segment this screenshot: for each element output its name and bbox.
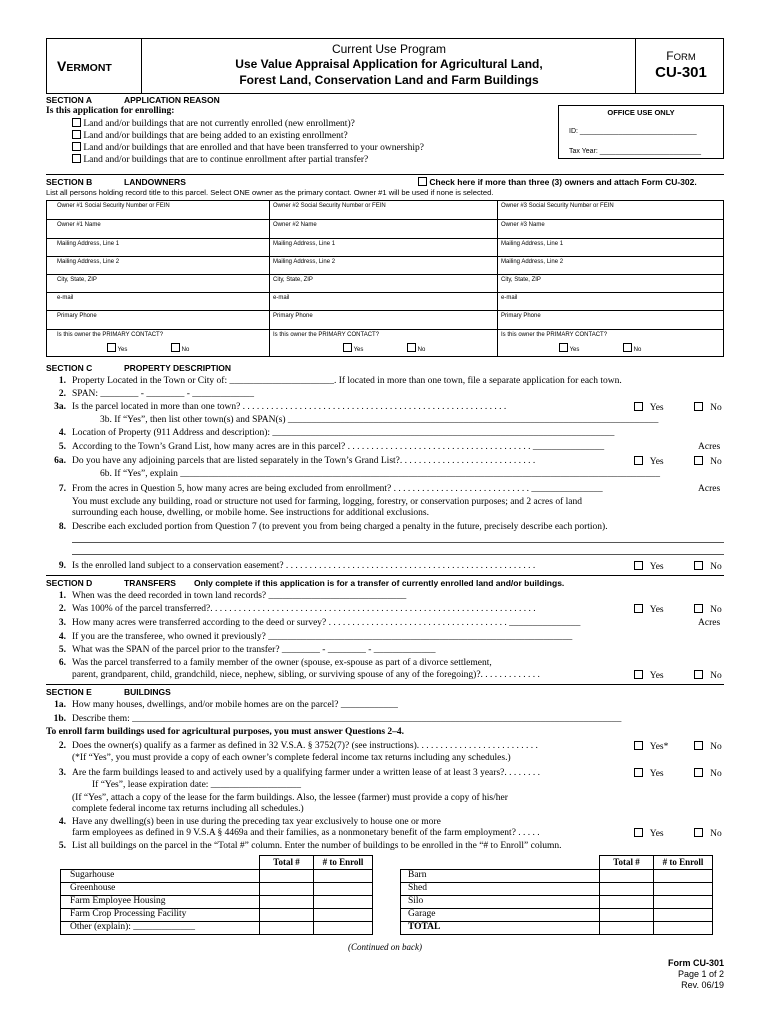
owner1-name[interactable]: Owner #1 Name [57,222,101,228]
q-number: 1b. [53,714,66,724]
d-q3-acres[interactable]: How many acres were transferred according to the deed or survey? . . . . . . . . . . . . . . . . . . . . . . . . . . . . . . . . . . . . . . _______________ [72,618,581,628]
owner3-primary-no[interactable]: No [623,343,641,353]
checkbox[interactable] [343,343,352,352]
owner3-primary-yes[interactable]: Yes [559,343,579,353]
checkbox[interactable] [623,343,632,352]
c-q9-no[interactable]: No [694,561,722,572]
d-q2-no[interactable]: No [694,604,722,615]
col-divider [269,201,270,356]
more-owners-check[interactable]: Check here if more than three (3) owners and attach Form CU-302. [418,177,697,187]
owner1-ssn[interactable]: Owner #1 Social Security Number or FEIN [57,203,170,209]
q-number: 9. [58,561,66,571]
owner1-primary-yes[interactable]: Yes [107,343,127,353]
d-q2-yes[interactable]: Yes [634,604,664,615]
owner3-email[interactable]: e-mail [501,295,518,301]
program-name: Current Use Program [331,42,447,56]
answer-line[interactable] [72,554,724,555]
e-q2-no[interactable]: No [694,741,722,752]
e-q3-leased: Are the farm buildings leased to and actively used by a qualifying farmer under a written lease of at least 3 years?. . . . . . . . [72,768,540,778]
form-header [46,38,724,94]
checkbox[interactable] [694,402,703,411]
building-total: TOTAL [408,922,441,932]
c-q5-acres[interactable]: According to the Town’s Grand List, how many acres are in this parcel? . . . . . . . . . . . . . . . . . . . . . . . . . . . . . . . . . . . . . . . _______________ [72,442,605,452]
enroll-header-left: # to Enroll [322,857,364,867]
section-a-question: Is this application for enrolling: [46,106,175,116]
row-divider [400,869,713,870]
e-q5-list-buildings: List all buildings on the parcel in the “Total #” column. Enter the number of buildings to be enrolled in the “# to Enroll” column. [72,841,562,851]
owner1-primary-no[interactable]: No [171,343,189,353]
c-q6a-no[interactable]: No [694,456,722,467]
e-q3-yes[interactable]: Yes [634,768,664,779]
owner1-addr2[interactable]: Mailing Address, Line 2 [57,259,120,265]
checkbox[interactable] [634,561,643,570]
owner2-primary-question: Is this owner the PRIMARY CONTACT? [273,332,380,338]
owner2-addr1[interactable]: Mailing Address, Line 1 [273,241,336,247]
checkbox[interactable] [72,142,81,151]
owner1-email[interactable]: e-mail [57,295,74,301]
c-q3a-multi-town: Is the parcel located in more than one town? . . . . . . . . . . . . . . . . . . . . . . . . . . . . . . . . . . . . . . . . . . . . . . . . . . . . . . . . [72,402,507,412]
d-q4-previous-owner[interactable]: If you are the transferee, who owned it previously? ________________________________________________________________ [72,632,573,642]
c-q9-yes[interactable]: Yes [634,561,664,572]
c-q6a-yes[interactable]: Yes [634,456,664,467]
c-q2-span[interactable]: SPAN: ________ - ________ - _____________ [72,389,255,399]
office-id-field[interactable]: ID: ______________________________ [569,128,697,135]
e-q2-yes[interactable]: Yes* [634,741,668,752]
header-divider [635,39,636,93]
section-divider [46,174,724,175]
e-q2-note: (*If “Yes”, you must provide a copy of each owner’s complete federal income tax returns including any schedules.) [72,753,511,763]
d-q6-yes[interactable]: Yes [634,670,664,681]
owner2-addr2[interactable]: Mailing Address, Line 2 [273,259,336,265]
owner3-addr2[interactable]: Mailing Address, Line 2 [501,259,564,265]
option-continue-enrollment[interactable]: Land and/or buildings that are to continue enrollment after partial transfer? [72,154,368,165]
row-divider [47,256,723,257]
q-number: 5. [58,841,66,851]
e-q1a-houses[interactable]: How many houses, dwellings, and/or mobile homes are on the parcel? ____________ [72,700,398,710]
form-label: FORM [666,49,696,63]
title-line-2: Forest Land, Conservation Land and Farm Buildings [239,73,539,87]
checkbox[interactable] [634,456,643,465]
building-silo: Silo [408,896,424,906]
building-shed: Shed [408,883,427,893]
q-number: 4. [58,632,66,642]
checkbox[interactable] [634,768,643,777]
d-q2-full-transfer: Was 100% of the parcel transferred?. . . . . . . . . . . . . . . . . . . . . . . . . . . . . . . . . . . . . . . . . . . . . . . . . . . . . . . . . . . . . . . . . . . . . [72,604,536,614]
section-c-label: SECTION C [46,363,93,373]
e-q3-lease-expiration[interactable]: If “Yes”, lease expiration date: ___________________ [92,780,302,790]
checkbox[interactable] [634,402,643,411]
building-farm-employee-housing: Farm Employee Housing [70,896,166,906]
total-header-right: Total # [613,857,640,867]
owner2-name[interactable]: Owner #2 Name [273,222,317,228]
total-header-left: Total # [273,857,300,867]
owner1-phone[interactable]: Primary Phone [57,313,97,319]
owner3-phone[interactable]: Primary Phone [501,313,541,319]
e-q3-no[interactable]: No [694,768,722,779]
q-number: 2. [58,604,66,614]
q-number: 1. [58,376,66,386]
q-number: 3a. [54,402,66,412]
building-barn: Barn [408,870,427,880]
owner2-email[interactable]: e-mail [273,295,290,301]
office-tax-year-field[interactable]: Tax Year: __________________________ [569,148,701,155]
row-divider [47,238,723,239]
c-q7-note-2: surrounding each house, dwelling, or mobile home. See instructions for additional exclusions. [72,508,429,518]
owner3-city[interactable]: City, State, ZIP [501,277,541,283]
row-divider [47,310,723,311]
building-garage: Garage [408,909,436,919]
c-q3b-other-towns[interactable]: 3b. If “Yes”, then list other town(s) and SPAN(s) ______________________________________________________________________________ [100,415,659,425]
section-b-label: SECTION B [46,177,93,187]
acres-label: Acres [698,618,721,628]
state-name: VERMONT [57,58,112,74]
c-q8-describe: Describe each excluded portion from Question 7 (to prevent you from being charged a penalty in the future, precisely describe each portion). [72,522,608,532]
checkbox[interactable] [634,670,643,679]
e-q4-yes[interactable]: Yes [634,828,664,839]
section-a-title: APPLICATION REASON [124,95,220,105]
e-q3-note-1: (If “Yes”, attach a copy of the lease for the farm buildings. Also, the lessee (farmer) must provide a copy of his/her [72,793,508,803]
d-q6-no[interactable]: No [694,670,722,681]
checkbox[interactable] [559,343,568,352]
building-crop-processing: Farm Crop Processing Facility [70,909,187,919]
d-q6-family-line1: Was the parcel transferred to a family member of the owner (spouse, ex-spouse as part of a divorce settlement, [72,658,492,668]
owner3-name[interactable]: Owner #3 Name [501,222,545,228]
d-q1-deed-date[interactable]: When was the deed recorded in town land records? _____________________________ [72,591,407,601]
checkbox[interactable] [694,741,703,750]
checkbox[interactable] [72,154,81,163]
q-number: 7. [58,484,66,494]
acres-label: Acres [698,442,721,452]
section-divider [46,684,724,685]
c-q7-note-1: You must exclude any building, road or structure not used for farming, logging, forestry, or conservation purposes; and 2 acres of land [72,497,582,507]
checkbox[interactable] [634,604,643,613]
row-divider [47,292,723,293]
checkbox[interactable] [72,130,81,139]
q-number: 3. [58,768,66,778]
footer-page: Page 1 of 2 [677,969,724,979]
owner2-primary-yes[interactable]: Yes [343,343,363,353]
owner2-ssn[interactable]: Owner #2 Social Security Number or FEIN [273,203,386,209]
answer-line[interactable] [72,542,724,543]
q-number: 5. [58,645,66,655]
building-greenhouse: Greenhouse [70,883,116,893]
q-number: 5. [58,442,66,452]
owner1-addr1[interactable]: Mailing Address, Line 1 [57,241,120,247]
owner1-city[interactable]: City, State, ZIP [57,277,97,283]
footer-form: Form CU-301 [667,958,724,968]
q-number: 1. [58,591,66,601]
q-number: 6a. [54,456,66,466]
owner2-primary-no[interactable]: No [407,343,425,353]
checkbox[interactable] [634,828,643,837]
section-d-label: SECTION D [46,578,93,588]
section-b-instructions: List all persons holding record title to this parcel. Select ONE owner as the primary contact. Owner #1 will be used if none is selected. [46,188,494,197]
row-divider [400,882,713,883]
row-divider [47,219,723,220]
option-new-enrollment[interactable]: Land and/or buildings that are not currently enrolled (new enrollment)? [72,118,355,129]
title-line-1: Use Value Appraisal Application for Agricultural Land, [235,57,543,71]
e-q4-line2: farm employees as defined in 9 V.S.A § 4469a and their families, as a nonmonetary benefit of the farm employment? . . . . . [72,828,540,838]
enroll-header-right: # to Enroll [662,857,704,867]
footer-rev: Rev. 06/19 [681,980,724,990]
d-q6-family-line2: parent, grandparent, child, grandchild, niece, nephew, sibling, or surviving spouse of any of the foregoing)?. . . . . . . . . . . . . [72,670,540,680]
row-divider [400,895,713,896]
c-q9-easement: Is the enrolled land subject to a conservation easement? . . . . . . . . . . . . . . . . . . . . . . . . . . . . . . . . . . . . . . . . . . . . . . . . . . . . . [72,561,536,571]
checkbox[interactable] [694,561,703,570]
d-q5-prior-span[interactable]: What was the SPAN of the parcel prior to the transfer? ________ - ________ - _____________ [72,645,436,655]
q-number: 3. [58,618,66,628]
q-number: 2. [58,741,66,751]
row-divider [47,274,723,275]
row-divider [47,329,723,330]
owner3-addr1[interactable]: Mailing Address, Line 1 [501,241,564,247]
checkbox[interactable] [72,118,81,127]
acres-label: Acres [698,484,721,494]
section-c-title: PROPERTY DESCRIPTION [124,363,232,373]
section-a-label: SECTION A [46,95,92,105]
e-q2-farmer: Does the owner(s) qualify as a farmer as defined in 32 V.S.A. § 3752(7)? (see instructions). . . . . . . . . . . . . . . . . . . . . . . . . . [72,741,538,751]
checkbox[interactable] [407,343,416,352]
q-number: 4. [58,428,66,438]
row-divider [400,921,713,922]
c-q7-excluded[interactable]: From the acres in Question 5, how many acres are being excluded from enrollment? . . . . . . . . . . . . . . . . . . . . . . . . . . . . . _______________ [72,484,603,494]
section-d-note: Only complete if this application is for a transfer of currently enrolled land and/or buildings. [194,578,565,588]
option-transferred[interactable]: Land and/or buildings that are enrolled and that have been transferred to your ownership? [72,142,424,153]
e-q3-note-2: complete federal income tax returns including all schedules.) [72,804,304,814]
c-q6b-explain[interactable]: 6b. If “Yes”, explain _____________________________________________________________________________________________________ [100,469,661,479]
building-sugarhouse: Sugarhouse [70,870,115,880]
owner1-primary-question: Is this owner the PRIMARY CONTACT? [57,332,164,338]
office-use-box [558,105,724,159]
checkbox[interactable] [418,177,427,186]
checkbox[interactable] [694,456,703,465]
c-q3a-no[interactable]: No [694,402,722,413]
c-q4-location[interactable]: Location of Property (911 Address and description): ________________________________________________________________________ [72,428,615,438]
section-divider [46,575,724,576]
c-q6a-adjoining: Do you have any adjoining parcels that are listed separately in the Town’s Grand List?. . . . . . . . . . . . . . . . . . . . . . . . . . . . . [72,456,536,466]
section-e-title: BUILDINGS [124,687,171,697]
checkbox[interactable] [634,741,643,750]
e-q4-no[interactable]: No [694,828,722,839]
section-d-title: TRANSFERS [124,578,176,588]
q-number: 6. [58,658,66,668]
q-number: 1a. [54,700,66,710]
checkbox[interactable] [694,768,703,777]
c-q1-town[interactable]: Property Located in the Town or City of: ______________________. If located in more than one town, file a separate application for each town. [72,376,622,386]
owner2-phone[interactable]: Primary Phone [273,313,313,319]
owner3-primary-question: Is this owner the PRIMARY CONTACT? [501,332,608,338]
checkbox[interactable] [694,670,703,679]
q-number: 8. [58,522,66,532]
continued-note: (Continued on back) [348,942,422,952]
office-use-title: OFFICE USE ONLY [607,108,675,117]
section-b-title: LANDOWNERS [124,177,186,187]
section-e-label: SECTION E [46,687,92,697]
c-q3a-yes[interactable]: Yes [634,402,664,413]
checkbox[interactable] [694,828,703,837]
e-q4-line1: Have any dwelling(s) been in use during the preceding tax year exclusively to house one or more [72,817,441,827]
owner3-ssn[interactable]: Owner #3 Social Security Number or FEIN [501,203,614,209]
checkbox[interactable] [171,343,180,352]
checkbox[interactable] [694,604,703,613]
checkbox[interactable] [107,343,116,352]
e-q1b-describe[interactable]: Describe them: _______________________________________________________________________________________________________ [72,714,622,724]
e-enroll-note: To enroll farm buildings used for agricultural purposes, you must answer Questions 2–4. [46,727,405,737]
buildings-table [60,855,712,936]
col-divider [497,201,498,356]
q-number: 2. [58,389,66,399]
form-number: CU-301 [655,64,707,81]
landowners-table [46,200,724,357]
owner2-city[interactable]: City, State, ZIP [273,277,313,283]
header-divider [141,39,142,93]
row-divider [400,908,713,909]
building-other[interactable]: Other (explain): _____________ [70,922,196,932]
option-add-to-enrollment[interactable]: Land and/or buildings that are being added to an existing enrollment? [72,130,348,141]
q-number: 4. [58,817,66,827]
